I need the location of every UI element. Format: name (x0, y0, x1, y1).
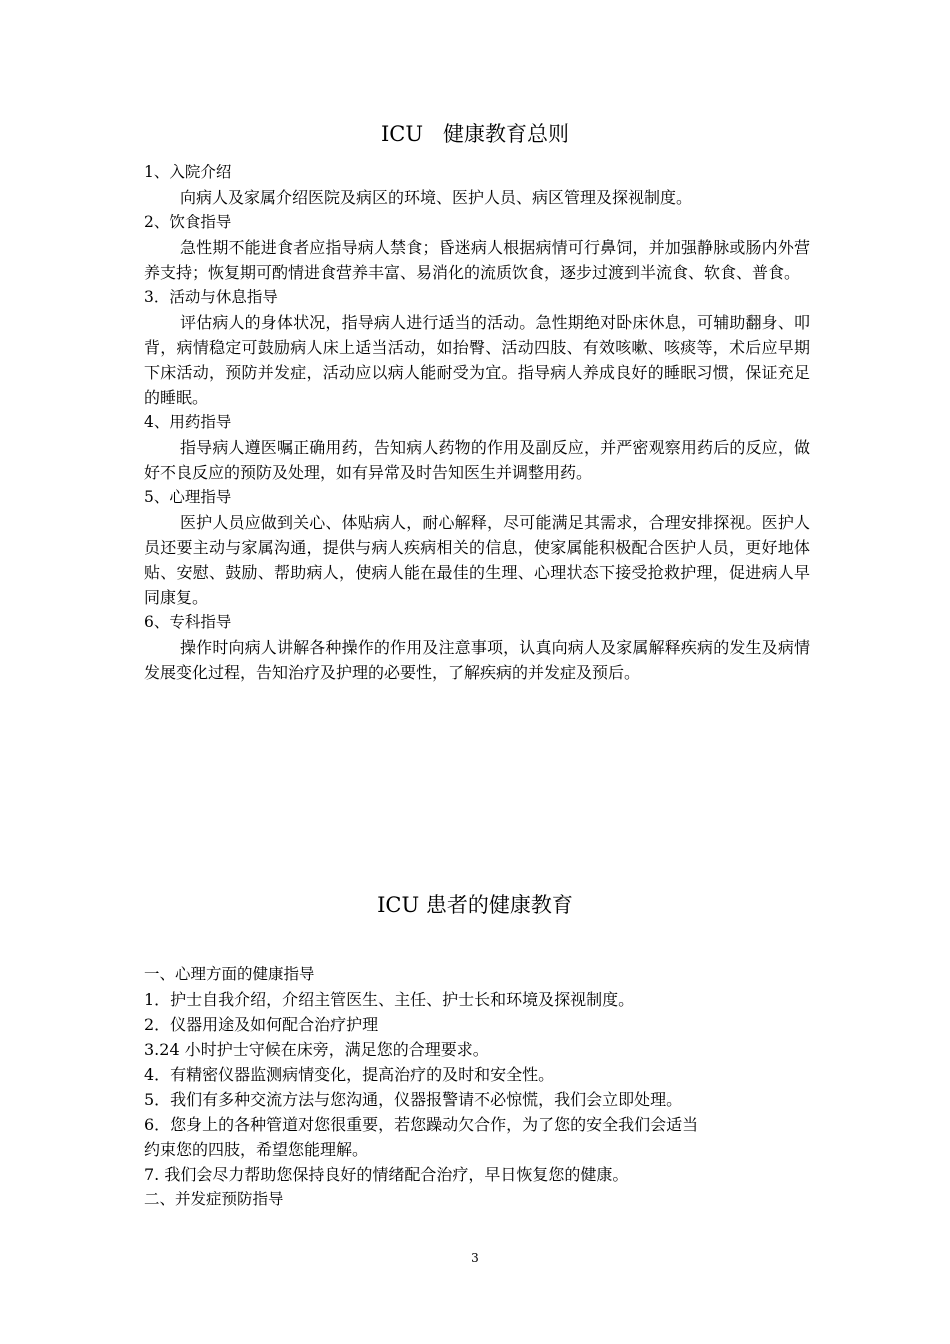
item-heading: 4、用药指导 (144, 413, 232, 431)
list-item: 2．仪器用途及如何配合治疗护理 (144, 1015, 379, 1034)
list-item: 4．有精密仪器监测病情变化，提高治疗的及时和安全性。 (144, 1065, 555, 1084)
item-heading: 2、饮食指导 (144, 213, 232, 231)
item-heading: 6、专科指导 (144, 613, 232, 631)
section-title-icu-patient: ICU 患者的健康教育 (377, 893, 573, 917)
item-activity-rest (144, 285, 810, 410)
list-item: 7. 我们会尽力帮助您保持良好的情绪配合治疗，早日恢复您的健康。 (144, 1165, 629, 1184)
item-body: 向病人及家属介绍医院及病区的环境、医护人员、病区管理及探视制度。 (180, 188, 693, 207)
item-body: 医护人员应做到关心、体贴病人，耐心解释，尽可能满足其需求，合理安排探视。医护人员还要主动与家属沟通，提供与病人疾病相关的信息，使家属能积极配合医护人员，更好地体贴、安慰、鼓励、帮助病人，使病人能在最佳的生理、心理状态下接受抢救护理，促进病人早同康复。 (144, 513, 810, 607)
item-heading: 1、入院介绍 (144, 163, 232, 181)
item-psychological (144, 485, 810, 610)
item-body: 评估病人的身体状况，指导病人进行适当的活动。急性期绝对卧床休息，可辅助翻身、叩背，病情稳定可鼓励病人床上适当活动，如抬臀、活动四肢、有效咳嗽、咳痰等，术后应早期下床活动，预防并发症，活动应以病人能耐受为宜。指导病人养成良好的睡眠习惯，保证充足的睡眠。 (144, 313, 810, 407)
item-body: 急性期不能进食者应指导病人禁食；昏迷病人根据病情可行鼻饲，并加强静脉或肠内外营养支持；恢复期可酌情进食营养丰富、易消化的流质饮食，逐步过渡到半流食、软食、普食。 (144, 238, 810, 282)
section-icu-patient-body (144, 962, 810, 1212)
list-item: 5．我们有多种交流方法与您沟通，仪器报警请不必惊慌，我们会立即处理。 (144, 1090, 683, 1109)
item-heading: 3．活动与休息指导 (144, 288, 278, 306)
list-item: 6．您身上的各种管道对您很重要，若您躁动欠合作，为了您的安全我们会适当 (144, 1115, 699, 1134)
section-icu-general-body (144, 160, 810, 685)
item-body: 操作时向病人讲解各种操作的作用及注意事项，认真向病人及家属解释疾病的发生及病情发展变化过程，告知治疗及护理的必要性，了解疾病的并发症及预后。 (144, 638, 810, 682)
item-body: 指导病人遵医嘱正确用药，告知病人药物的作用及副反应，并严密观察用药后的反应，做好不良反应的预防及处理，如有异常及时告知医生并调整用药。 (144, 438, 810, 482)
list-item: 1．护士自我介绍，介绍主管医生、主任、护士长和环境及探视制度。 (144, 990, 635, 1009)
list-item: 3.24 小时护士守候在床旁，满足您的合理要求。 (144, 1040, 489, 1059)
subsection-heading: 一、心理方面的健康指导 (144, 965, 315, 983)
item-diet-guidance (144, 210, 810, 285)
item-medication (144, 410, 810, 485)
page-number: 3 (471, 1251, 479, 1265)
item-specialty (144, 610, 810, 685)
list-item-continuation: 约束您的四肢，希望您能理解。 (144, 1140, 369, 1159)
subsection-heading: 二、并发症预防指导 (144, 1190, 284, 1208)
item-heading: 5、心理指导 (144, 488, 232, 506)
item-admission-intro (144, 160, 810, 210)
section-title-icu-general: ICU 健康教育总则 (380, 122, 570, 146)
